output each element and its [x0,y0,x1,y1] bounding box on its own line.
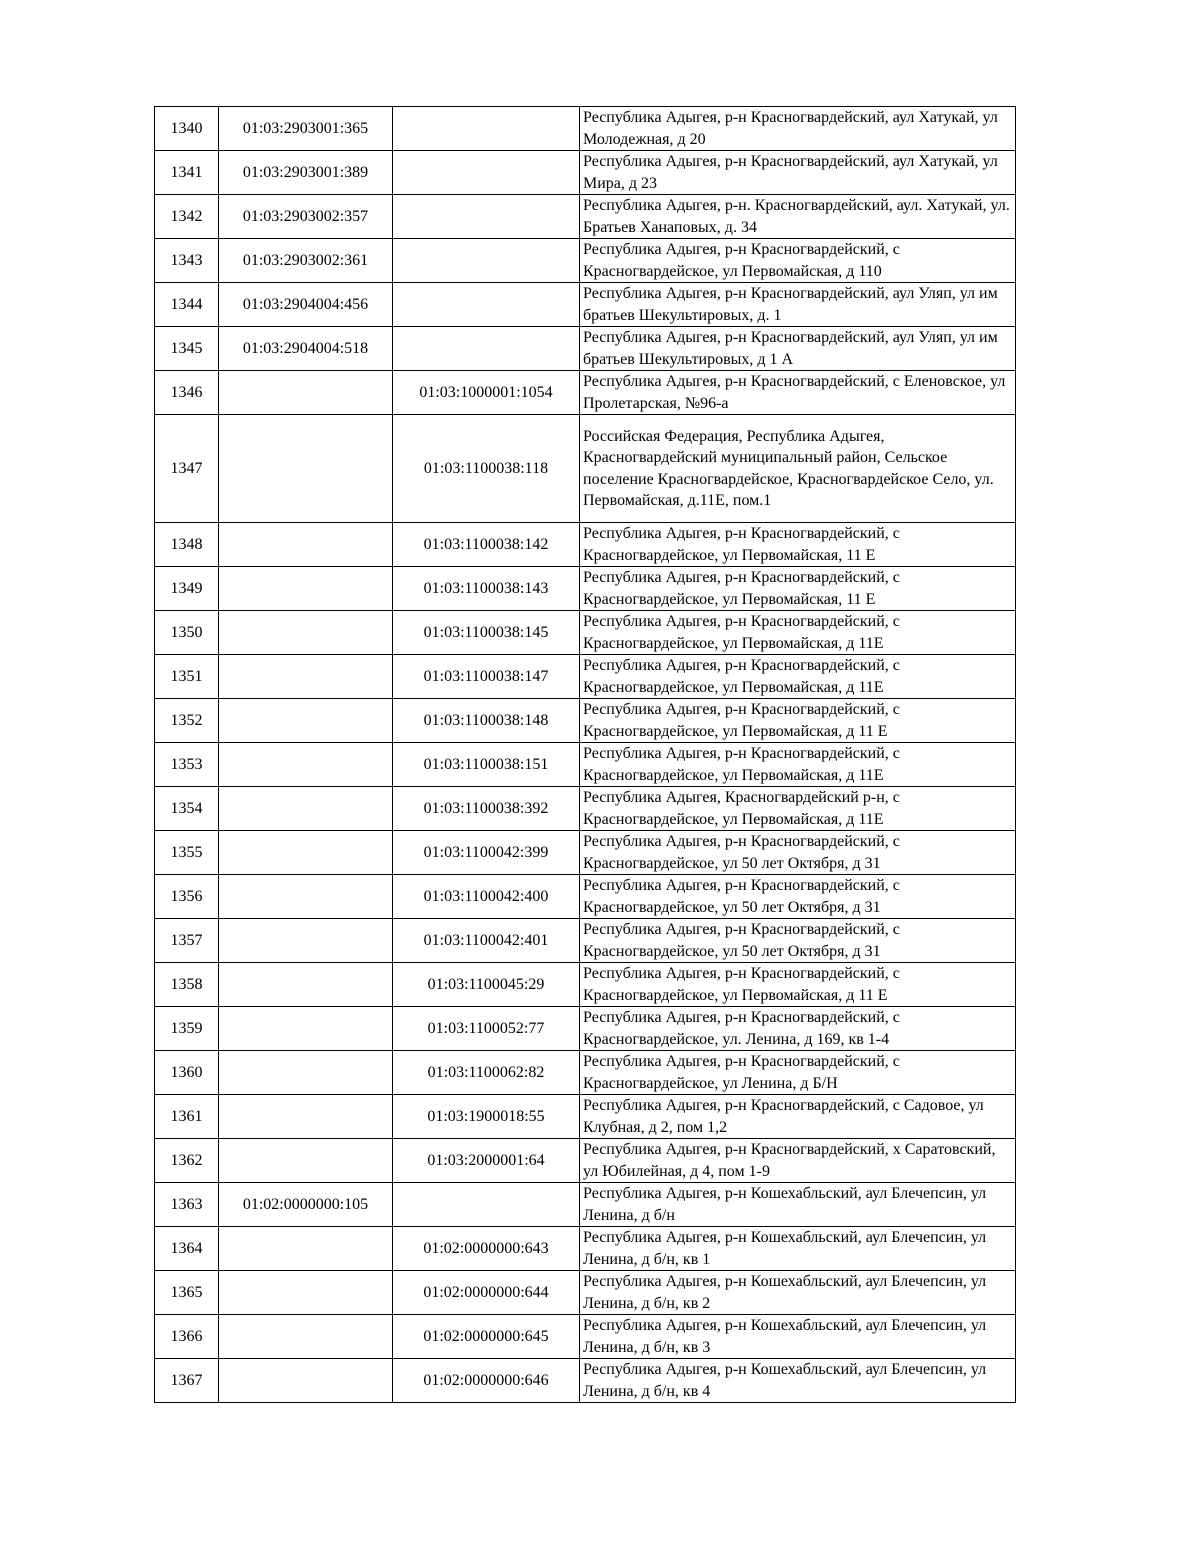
address-cell: Российская Федерация, Республика Адыгея, Красногвардейский муниципальный район, Сельское поселение Красногвардейское, Красногвардейское Село, ул. Первомайская, д.11Е, пом.1 [580,415,1016,523]
linked-cadastral-number-cell: 01:03:1100042:400 [393,875,580,919]
address-cell: Республика Адыгея, р-н Красногвардейский, с Красногвардейское, ул Первомайская, д 11Е [580,611,1016,655]
cadastral-number-cell [219,1227,393,1271]
table-row [155,787,1016,831]
table-row [155,1095,1016,1139]
address-cell: Республика Адыгея, р-н Красногвардейский, аул Уляп, ул им братьев Шекультировых, д. 1 [580,283,1016,327]
cadastral-number-cell [219,371,393,415]
row-number-cell: 1364 [155,1227,219,1271]
address-cell: Республика Адыгея, Красногвардейский р-н, с Красногвардейское, ул Первомайская, д 11Е [580,787,1016,831]
row-number-cell: 1343 [155,239,219,283]
linked-cadastral-number-cell: 01:03:1100045:29 [393,963,580,1007]
linked-cadastral-number-cell: 01:02:0000000:645 [393,1315,580,1359]
row-number-cell: 1357 [155,919,219,963]
address-cell: Республика Адыгея, р-н Красногвардейский, с Садовое, ул Клубная, д 2, пом 1,2 [580,1095,1016,1139]
table-row [155,919,1016,963]
table-row [155,1227,1016,1271]
linked-cadastral-number-cell: 01:03:1100042:399 [393,831,580,875]
row-number-cell: 1367 [155,1359,219,1403]
cadastral-number-cell [219,1007,393,1051]
address-cell: Республика Адыгея, р-н Кошехабльский, аул Блечепсин, ул Ленина, д б/н, кв 4 [580,1359,1016,1403]
table-row [155,655,1016,699]
cadastral-number-cell: 01:03:2903002:357 [219,195,393,239]
address-cell: Республика Адыгея, р-н Кошехабльский, аул Блечепсин, ул Ленина, д б/н [580,1183,1016,1227]
cadastral-number-cell: 01:03:2904004:456 [219,283,393,327]
row-number-cell: 1362 [155,1139,219,1183]
table-row [155,195,1016,239]
linked-cadastral-number-cell: 01:03:1100038:118 [393,415,580,523]
linked-cadastral-number-cell: 01:02:0000000:643 [393,1227,580,1271]
row-number-cell: 1340 [155,107,219,151]
registry-table-body [155,107,1016,1403]
table-row [155,567,1016,611]
row-number-cell: 1363 [155,1183,219,1227]
row-number-cell: 1365 [155,1271,219,1315]
linked-cadastral-number-cell [393,1183,580,1227]
row-number-cell: 1349 [155,567,219,611]
cadastral-number-cell [219,787,393,831]
linked-cadastral-number-cell: 01:03:1100052:77 [393,1007,580,1051]
address-cell: Республика Адыгея, р-н Красногвардейский, с Еленовское, ул Пролетарская, №96-а [580,371,1016,415]
row-number-cell: 1353 [155,743,219,787]
linked-cadastral-number-cell [393,239,580,283]
row-number-cell: 1354 [155,787,219,831]
address-cell: Республика Адыгея, р-н Красногвардейский, с Красногвардейское, ул 50 лет Октября, д 31 [580,919,1016,963]
address-cell: Республика Адыгея, р-н Красногвардейский, с Красногвардейское, ул Первомайская, д 110 [580,239,1016,283]
row-number-cell: 1359 [155,1007,219,1051]
cadastral-number-cell [219,1271,393,1315]
cadastral-number-cell [219,1315,393,1359]
linked-cadastral-number-cell: 01:03:1100042:401 [393,919,580,963]
row-number-cell: 1342 [155,195,219,239]
cadastral-number-cell [219,1139,393,1183]
cadastral-number-cell: 01:03:2903001:389 [219,151,393,195]
address-cell: Республика Адыгея, р-н Красногвардейский, х Саратовский, ул Юбилейная, д 4, пом 1-9 [580,1139,1016,1183]
cadastral-number-cell: 01:03:2903002:361 [219,239,393,283]
table-row [155,1051,1016,1095]
linked-cadastral-number-cell: 01:03:1100038:392 [393,787,580,831]
cadastral-number-cell [219,567,393,611]
address-cell: Республика Адыгея, р-н Красногвардейский, с Красногвардейское, ул 50 лет Октября, д 31 [580,831,1016,875]
address-cell: Республика Адыгея, р-н Красногвардейский, аул Хатукай, ул Мира, д 23 [580,151,1016,195]
row-number-cell: 1347 [155,415,219,523]
cadastral-number-cell [219,655,393,699]
table-row [155,699,1016,743]
cadastral-number-cell [219,963,393,1007]
row-number-cell: 1346 [155,371,219,415]
table-row [155,239,1016,283]
linked-cadastral-number-cell: 01:02:0000000:646 [393,1359,580,1403]
row-number-cell: 1366 [155,1315,219,1359]
linked-cadastral-number-cell [393,195,580,239]
cadastral-number-cell: 01:03:2904004:518 [219,327,393,371]
linked-cadastral-number-cell: 01:03:1000001:1054 [393,371,580,415]
address-cell: Республика Адыгея, р-н Красногвардейский, с Красногвардейское, ул. Ленина, д 169, кв 1-4 [580,1007,1016,1051]
cadastral-number-cell [219,743,393,787]
table-row [155,415,1016,523]
cadastral-number-cell [219,1051,393,1095]
linked-cadastral-number-cell [393,327,580,371]
table-row [155,371,1016,415]
address-cell: Республика Адыгея, р-н Красногвардейский, аул Хатукай, ул Молодежная, д 20 [580,107,1016,151]
linked-cadastral-number-cell: 01:03:1100038:147 [393,655,580,699]
table-row [155,831,1016,875]
table-row [155,1359,1016,1403]
address-cell: Республика Адыгея, р-н Красногвардейский, аул Уляп, ул им братьев Шекультировых, д 1 А [580,327,1016,371]
row-number-cell: 1355 [155,831,219,875]
row-number-cell: 1352 [155,699,219,743]
row-number-cell: 1351 [155,655,219,699]
table-row [155,743,1016,787]
address-cell: Республика Адыгея, р-н Красногвардейский, с Красногвардейское, ул Первомайская, д 11 Е [580,963,1016,1007]
address-cell: Республика Адыгея, р-н Красногвардейский, с Красногвардейское, ул 50 лет Октября, д 31 [580,875,1016,919]
linked-cadastral-number-cell: 01:03:1900018:55 [393,1095,580,1139]
address-cell: Республика Адыгея, р-н Кошехабльский, аул Блечепсин, ул Ленина, д б/н, кв 2 [580,1271,1016,1315]
linked-cadastral-number-cell: 01:03:1100038:143 [393,567,580,611]
address-cell: Республика Адыгея, р-н Красногвардейский, с Красногвардейское, ул Первомайская, д 11Е [580,655,1016,699]
table-row [155,1315,1016,1359]
row-number-cell: 1356 [155,875,219,919]
address-cell: Республика Адыгея, р-н Красногвардейский, с Красногвардейское, ул Первомайская, 11 Е [580,523,1016,567]
cadastral-number-cell [219,523,393,567]
address-cell: Республика Адыгея, р-н Кошехабльский, аул Блечепсин, ул Ленина, д б/н, кв 3 [580,1315,1016,1359]
table-row [155,611,1016,655]
row-number-cell: 1345 [155,327,219,371]
table-row [155,1139,1016,1183]
address-cell: Республика Адыгея, р-н Красногвардейский, с Красногвардейское, ул Первомайская, д 11Е [580,743,1016,787]
linked-cadastral-number-cell [393,283,580,327]
row-number-cell: 1360 [155,1051,219,1095]
table-row [155,523,1016,567]
cadastral-number-cell [219,919,393,963]
address-cell: Республика Адыгея, р-н Красногвардейский, с Красногвардейское, ул Ленина, д Б/Н [580,1051,1016,1095]
cadastral-number-cell [219,1359,393,1403]
table-row [155,1271,1016,1315]
row-number-cell: 1348 [155,523,219,567]
linked-cadastral-number-cell: 01:02:0000000:644 [393,1271,580,1315]
table-row [155,283,1016,327]
cadastral-number-cell [219,1095,393,1139]
table-row [155,327,1016,371]
cadastral-number-cell: 01:03:2903001:365 [219,107,393,151]
linked-cadastral-number-cell: 01:03:1100038:148 [393,699,580,743]
cadastral-number-cell [219,875,393,919]
linked-cadastral-number-cell [393,107,580,151]
address-cell: Республика Адыгея, р-н Кошехабльский, аул Блечепсин, ул Ленина, д б/н, кв 1 [580,1227,1016,1271]
row-number-cell: 1341 [155,151,219,195]
table-row [155,963,1016,1007]
linked-cadastral-number-cell: 01:03:1100038:145 [393,611,580,655]
linked-cadastral-number-cell: 01:03:1100038:142 [393,523,580,567]
address-cell: Республика Адыгея, р-н Красногвардейский, с Красногвардейское, ул Первомайская, д 11 Е [580,699,1016,743]
table-row [155,875,1016,919]
row-number-cell: 1358 [155,963,219,1007]
table-row [155,1007,1016,1051]
registry-table [154,106,1016,1403]
linked-cadastral-number-cell: 01:03:1100062:82 [393,1051,580,1095]
table-row [155,151,1016,195]
linked-cadastral-number-cell: 01:03:2000001:64 [393,1139,580,1183]
row-number-cell: 1361 [155,1095,219,1139]
cadastral-number-cell [219,831,393,875]
address-cell: Республика Адыгея, р-н Красногвардейский, с Красногвардейское, ул Первомайская, 11 Е [580,567,1016,611]
linked-cadastral-number-cell [393,151,580,195]
cadastral-number-cell: 01:02:0000000:105 [219,1183,393,1227]
address-cell: Республика Адыгея, р-н. Красногвардейский, аул. Хатукай, ул. Братьев Ханаповых, д. 34 [580,195,1016,239]
cadastral-number-cell [219,699,393,743]
table-row [155,1183,1016,1227]
table-row [155,107,1016,151]
cadastral-number-cell [219,415,393,523]
row-number-cell: 1344 [155,283,219,327]
cadastral-number-cell [219,611,393,655]
row-number-cell: 1350 [155,611,219,655]
linked-cadastral-number-cell: 01:03:1100038:151 [393,743,580,787]
